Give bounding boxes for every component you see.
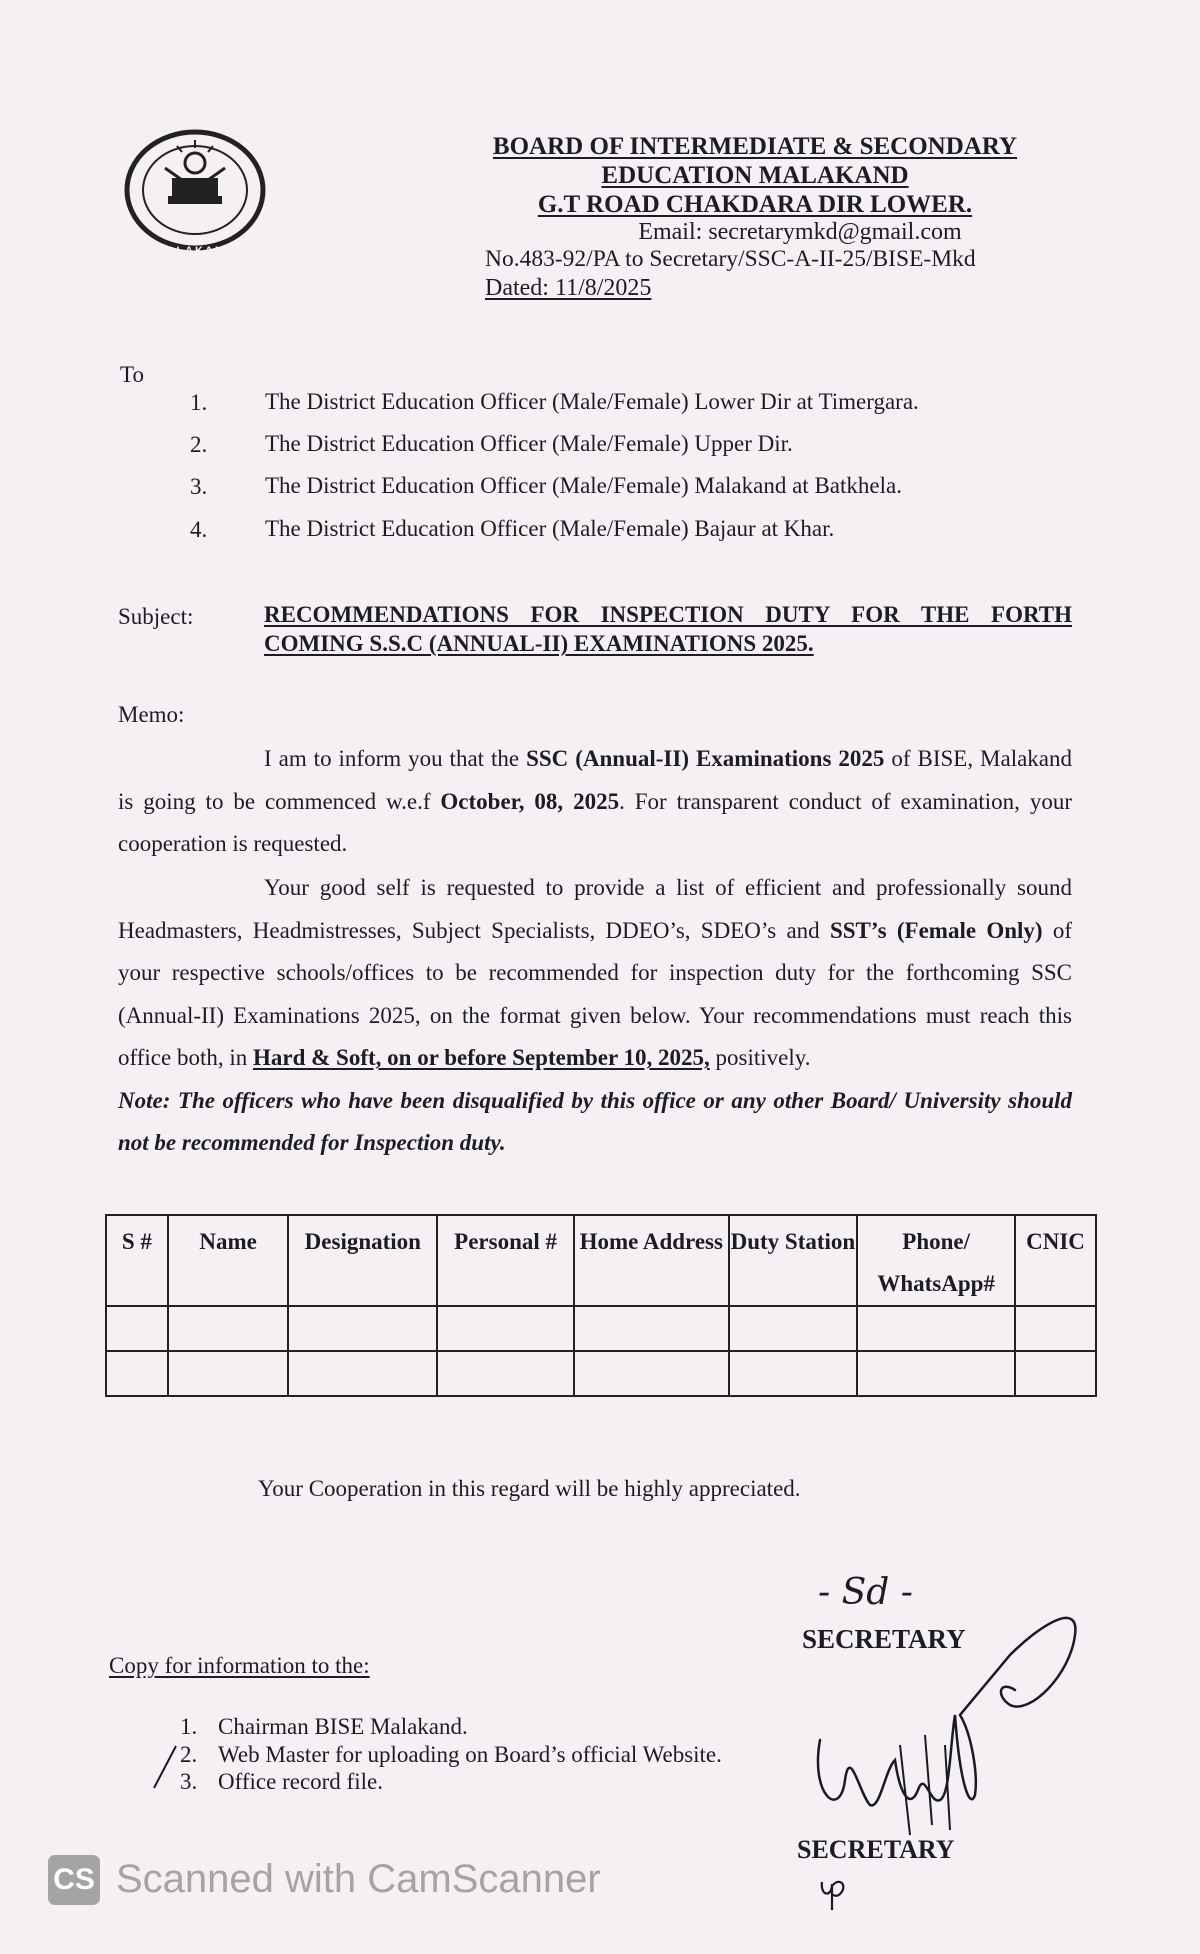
column-header-cnic: CNIC bbox=[1015, 1215, 1096, 1306]
column-header-personal-no: Personal # bbox=[437, 1215, 574, 1306]
camscanner-text: Scanned with CamScanner bbox=[116, 1857, 601, 1901]
table-cell bbox=[729, 1351, 858, 1396]
to-label: To bbox=[120, 362, 144, 387]
addressee-number: 3. bbox=[190, 474, 208, 499]
secretary-title: SECRETARY bbox=[802, 1624, 966, 1654]
para2-text-a: Your good self is requested to provide a list of efficient and professionally sound Headmasters, Headmistresses, Subject Specialists, DDEO’s, SDEO’s and bbox=[118, 875, 1072, 943]
column-header-sno: S # bbox=[106, 1215, 168, 1306]
table-cell bbox=[437, 1306, 574, 1351]
closing-line: Your Cooperation in this regard will be highly appreciated. bbox=[258, 1476, 801, 1501]
disqualification-note: Note: The officers who have been disqualified by this office or any other Board/ University should not be recommended for Inspection duty. bbox=[118, 1087, 1072, 1155]
table-cell bbox=[106, 1351, 168, 1396]
addressee-text: The District Education Officer (Male/Female) Bajaur at Khar. bbox=[265, 516, 835, 541]
handwritten-signature bbox=[800, 1595, 1100, 1855]
memo-paragraph-1 bbox=[118, 738, 1072, 866]
column-header-duty-station: Duty Station bbox=[729, 1215, 858, 1306]
table-cell bbox=[168, 1306, 289, 1351]
copy-item-text: Web Master for uploading on Board’s official Website. bbox=[218, 1742, 722, 1767]
subject-label: Subject: bbox=[118, 604, 194, 629]
addressee-number: 2. bbox=[190, 432, 208, 457]
copy-item-number: 3. bbox=[180, 1769, 198, 1794]
para2-text-c: of your respective schools/offices to be recommended for inspection duty for the forthcoming SSC (Annual-II) Examinations 2025, on the format given below. Your recommendations must reach this office both, in bbox=[118, 917, 1072, 1070]
copy-item-number: 1. bbox=[180, 1714, 198, 1739]
tick-mark bbox=[150, 1742, 180, 1792]
memo-label: Memo: bbox=[118, 702, 185, 727]
board-name-line1: BOARD OF INTERMEDIATE & SECONDARY bbox=[492, 133, 1018, 160]
sst-female-only: SST’s (Female Only) bbox=[829, 917, 1043, 943]
initials-mark bbox=[818, 1872, 850, 1912]
table-cell bbox=[857, 1351, 1015, 1396]
memo-paragraph-2 bbox=[118, 867, 1072, 1165]
table-cell bbox=[1015, 1351, 1096, 1396]
table-row bbox=[106, 1351, 1096, 1396]
table-cell bbox=[437, 1351, 574, 1396]
para1-text-e: . For transparent conduct of examination, your cooperation is requested. bbox=[118, 788, 1073, 856]
table-cell bbox=[168, 1351, 289, 1396]
para1-text-c: of BISE, Malakand is going to be commenced w.e.f bbox=[118, 746, 1072, 814]
copy-heading: Copy for information to the: bbox=[109, 1653, 370, 1678]
exam-name: SSC (Annual-II) Examinations 2025 bbox=[526, 746, 885, 771]
commencement-date: October, 08, 2025 bbox=[440, 788, 620, 814]
table-cell bbox=[106, 1306, 168, 1351]
addressee-number: 4. bbox=[190, 517, 208, 542]
addressee-text: The District Education Officer (Male/Female) Lower Dir at Timergara. bbox=[265, 389, 919, 414]
table-cell bbox=[729, 1306, 858, 1351]
board-email: Email: secretarymkd@gmail.com bbox=[638, 219, 962, 245]
submission-deadline: Hard & Soft, on or before September 10, 2025, bbox=[253, 1045, 710, 1070]
table-cell bbox=[288, 1351, 437, 1396]
recommendation-format-table bbox=[105, 1214, 1097, 1397]
para2-text-e: positively. bbox=[709, 1045, 811, 1070]
reference-number: No.483-92/PA to Secretary/SSC-A-II-25/BISE-Mkd bbox=[485, 246, 976, 272]
copy-item-text: Chairman BISE Malakand. bbox=[218, 1714, 468, 1739]
copy-item-number: 2. bbox=[180, 1742, 198, 1767]
table-row bbox=[106, 1306, 1096, 1351]
table-cell bbox=[1015, 1306, 1096, 1351]
table-cell bbox=[574, 1306, 729, 1351]
subject-line2: COMING S.S.C (ANNUAL-II) EXAMINATIONS 2025. bbox=[264, 631, 814, 656]
subject-line1: RECOMMENDATIONS FOR INSPECTION DUTY FOR THE FORTH bbox=[264, 602, 1072, 627]
column-header-home-address: Home Address bbox=[574, 1215, 729, 1306]
para1-text-a: I am to inform you that the bbox=[264, 746, 527, 771]
svg-text:MALAKAND: MALAKAND bbox=[155, 245, 235, 257]
addressee-text: The District Education Officer (Male/Female) Upper Dir. bbox=[265, 431, 793, 456]
column-header-name: Name bbox=[168, 1215, 289, 1306]
copy-item-text: Office record file. bbox=[218, 1769, 383, 1794]
sd-mark: - Sd - bbox=[818, 1572, 913, 1613]
letter-date: Dated: 11/8/2025 bbox=[485, 275, 652, 301]
column-header-designation: Designation bbox=[288, 1215, 437, 1306]
table-cell bbox=[574, 1351, 729, 1396]
board-address: G.T ROAD CHAKDARA DIR LOWER. bbox=[537, 191, 973, 218]
camscanner-logo-icon: CS bbox=[48, 1855, 100, 1905]
secretary-title-signed: SECRETARY bbox=[797, 1835, 955, 1864]
table-cell bbox=[857, 1306, 1015, 1351]
board-seal-logo bbox=[120, 128, 270, 263]
addressee-text: The District Education Officer (Male/Female) Malakand at Batkhela. bbox=[265, 473, 902, 498]
table-header-row bbox=[106, 1215, 1096, 1306]
column-header-phone: Phone/ WhatsApp# bbox=[857, 1215, 1015, 1306]
board-name-line2: EDUCATION MALAKAND bbox=[601, 162, 909, 189]
addressee-number: 1. bbox=[190, 390, 208, 415]
table-cell bbox=[288, 1306, 437, 1351]
